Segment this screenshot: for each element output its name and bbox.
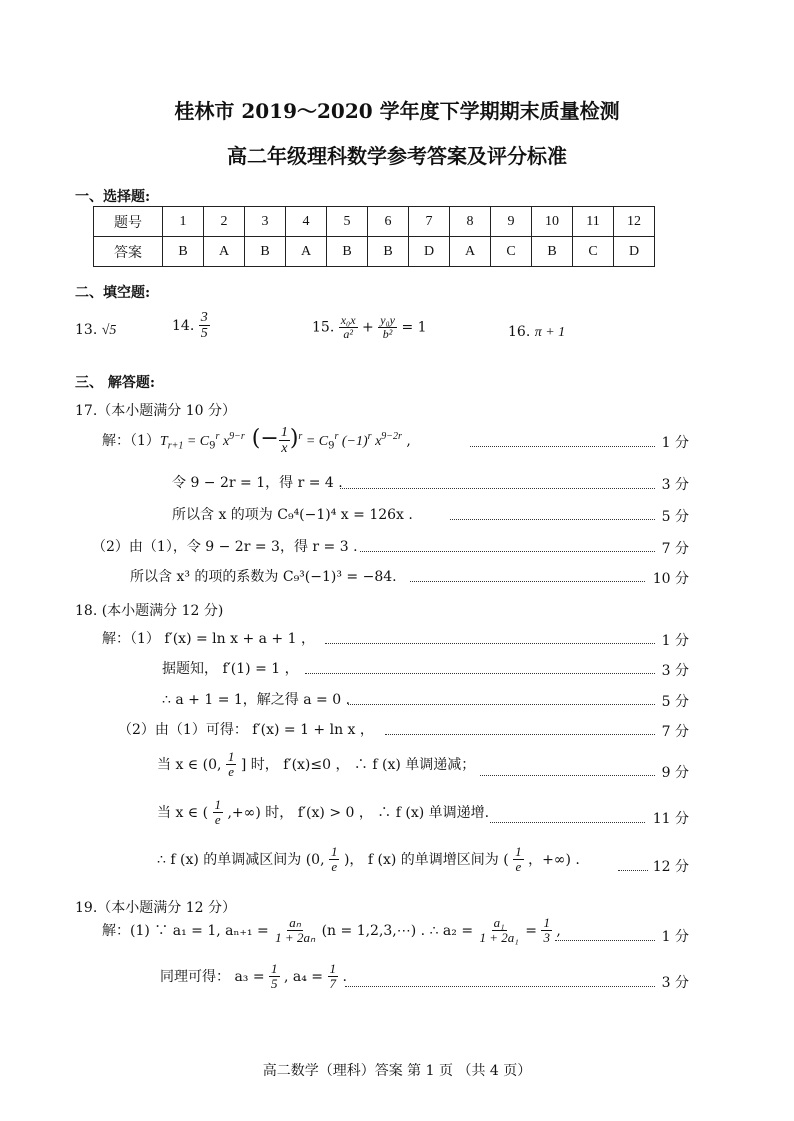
cell-number: 11 [573, 207, 614, 237]
q17-line2: 令 9 − 2r = 1，得 r = 4 . [172, 475, 343, 491]
cell-number: 5 [327, 207, 368, 237]
denominator: 7 [329, 976, 336, 992]
table-row-answers [94, 237, 655, 267]
denominator: x [281, 441, 288, 457]
math-text: , [401, 432, 411, 449]
math-text: = C [183, 433, 210, 449]
leader-dots [410, 581, 645, 582]
q16-answer [508, 324, 565, 341]
recurrence-fraction [273, 916, 317, 946]
choice-answer-table [93, 206, 655, 267]
denominator: 5 [200, 326, 208, 342]
denominator: e [214, 812, 221, 828]
numerator: 1 [515, 844, 522, 859]
q19-header: 19.（本小题满分 12 分） [75, 900, 236, 916]
cell-number: 4 [286, 207, 327, 237]
cell-number: 3 [245, 207, 286, 237]
q14-fraction [199, 310, 210, 342]
numerator: y₀y [380, 313, 396, 327]
score: 3 分 [661, 663, 689, 679]
math-sup: 9−2r [381, 431, 402, 443]
subtitle: 高二年级理科数学参考答案及评分标准 [227, 144, 567, 168]
denominator: e [515, 859, 522, 875]
q17-header: 17.（本小题满分 10 分） [75, 403, 236, 419]
numerator: x₀x [340, 313, 356, 327]
q18-line2: 据题知， f′(1) = 1 ， [162, 661, 299, 677]
cell-number: 7 [409, 207, 450, 237]
cell-number: 10 [532, 207, 573, 237]
cell-number: 2 [204, 207, 245, 237]
q13-answer [75, 322, 116, 339]
math-text: x [219, 433, 230, 449]
cell-number: 1 [163, 207, 204, 237]
q15-label: 15. [312, 319, 335, 336]
q17-line5: 所以含 x³ 的项的系数为 C₉³(−1)³ = −84. [130, 569, 397, 585]
q16-value: π + 1 [534, 325, 566, 340]
fraction-one-over-e [213, 798, 224, 828]
q15-equals: = 1 [401, 319, 427, 336]
q18-line6 [157, 798, 489, 828]
math-sub: r+1 [167, 440, 184, 452]
leader-dots [345, 986, 655, 987]
cell-answer: C [573, 237, 614, 267]
q14-label: 14. [172, 317, 195, 334]
score: 5 分 [661, 509, 689, 525]
cell-answer: B [532, 237, 573, 267]
math-sub: 9 [209, 440, 216, 452]
fraction-one-over-e [226, 750, 237, 780]
q17-step-label: 解：（1） [102, 432, 160, 449]
numerator: 1 [227, 749, 235, 764]
a4-fraction [328, 962, 339, 992]
math-text: ∴ f (x) 的单调减区间为 (0, [157, 851, 325, 868]
a3-fraction [269, 962, 280, 992]
leader-dots [470, 446, 655, 447]
q17-line1 [102, 425, 411, 457]
denominator: a² [343, 327, 353, 342]
cell-answer: C [491, 237, 532, 267]
math-text: ，+∞) . [528, 851, 580, 868]
row-label-answer: 答案 [94, 237, 163, 267]
math-text: )， f (x) 的单调增区间为 ( [343, 851, 509, 868]
math-text: 当 x ∈ ( [157, 804, 209, 821]
row-label-number: 题号 [94, 207, 163, 237]
cell-answer: B [327, 237, 368, 267]
numerator: a₁ [493, 915, 505, 930]
cell-number: 8 [450, 207, 491, 237]
math-text: (−1) [338, 433, 368, 449]
cell-answer: B [368, 237, 409, 267]
math-text: , [556, 922, 561, 939]
cell-number: 6 [368, 207, 409, 237]
cell-number: 12 [614, 207, 655, 237]
score: 9 分 [661, 765, 689, 781]
numerator: 1 [271, 961, 278, 976]
math-text: x [371, 433, 382, 449]
math-sup: r [334, 431, 339, 443]
cell-number: 9 [491, 207, 532, 237]
score: 3 分 [661, 477, 689, 493]
score: 11 分 [652, 811, 689, 827]
q13-value: √5 [101, 323, 117, 338]
section-solve-heading: 三、 解答题: [75, 375, 156, 391]
main-title: 桂林市 2019～2020 学年度下学期期末质量检测 [174, 99, 620, 123]
leader-dots [490, 822, 645, 823]
leader-dots [340, 488, 655, 489]
numerator: 1 [330, 844, 338, 859]
q17-line4: （2）由（1），令 9 − 2r = 3，得 r = 3 . [92, 539, 358, 555]
math-text: 解：(1) ∵ a₁ = 1, aₙ₊₁ = [102, 922, 269, 939]
leader-dots [555, 940, 655, 941]
q18-line5 [157, 750, 475, 780]
cell-answer: A [204, 237, 245, 267]
math-sup: r [367, 431, 372, 443]
math-text: 当 x ∈ (0, [157, 756, 222, 773]
leader-dots [385, 734, 655, 735]
score: 5 分 [661, 694, 689, 710]
score: 1 分 [661, 633, 689, 649]
math-text: (n = 1,2,3,⋯) . ∴ a₂ = [321, 922, 474, 939]
q18-line3: ∴ a + 1 = 1，解之得 a = 0 . [162, 692, 351, 708]
q19-line1 [102, 916, 561, 946]
cell-answer: B [245, 237, 286, 267]
cell-answer: A [286, 237, 327, 267]
numerator: 3 [200, 310, 208, 325]
q18-line1: 解：（1） f′(x) = ln x + a + 1 ， [102, 631, 315, 647]
score: 10 分 [652, 571, 689, 587]
q18-header: 18. (本小题满分 12 分) [75, 603, 224, 619]
math-text: . [342, 968, 347, 985]
math-sup: 9−r [229, 431, 245, 443]
leader-dots [348, 704, 655, 705]
numerator: 1 [214, 797, 222, 812]
score: 7 分 [661, 724, 689, 740]
math-paren: (− [244, 425, 279, 451]
math-text: , a₄ = [284, 968, 324, 985]
math-text: = [525, 922, 538, 939]
score: 1 分 [661, 929, 689, 945]
a2-value-fraction [541, 916, 552, 946]
q15-term2 [378, 314, 397, 341]
leader-dots [325, 643, 655, 644]
q14-answer [172, 310, 210, 342]
numerator: 1 [280, 425, 288, 440]
numerator: 1 [329, 961, 336, 976]
q13-label: 13. [75, 322, 98, 338]
leader-dots [305, 673, 655, 674]
q18-line4: （2）由（1）可得： f′(x) = 1 + ln x ， [118, 722, 374, 738]
table-row-numbers [94, 207, 655, 237]
math-sup: r [215, 431, 220, 443]
leader-dots [360, 551, 655, 552]
denominator: 3 [543, 930, 550, 946]
score: 3 分 [661, 975, 689, 991]
math-text: T [159, 433, 168, 449]
q16-label: 16. [508, 324, 531, 340]
q17-line3: 所以含 x 的项为 C₉⁴(−1)⁴ x = 126x . [172, 507, 413, 523]
leader-dots [480, 775, 655, 776]
section-choice-heading: 一、选择题: [75, 189, 151, 205]
page-footer: 高二数学（理科）答案 第 1 页 （共 4 页） [262, 1063, 532, 1079]
q17-fraction [279, 425, 290, 457]
denominator: 1 + 2aₙ [275, 930, 316, 946]
denominator: 1 + 2a₁ [479, 930, 519, 946]
q18-line7 [157, 845, 580, 875]
fraction-one-over-e [329, 845, 340, 875]
math-text: = C [302, 433, 329, 449]
math-paren: ) [289, 425, 299, 451]
score: 12 分 [652, 859, 689, 875]
cell-answer: D [614, 237, 655, 267]
q19-line2 [160, 962, 347, 992]
cell-answer: D [409, 237, 450, 267]
cell-answer: B [163, 237, 204, 267]
section-fill-heading: 二、填空题: [75, 285, 151, 301]
q15-term1 [339, 314, 358, 341]
a2-fraction [478, 916, 521, 946]
fraction-one-over-e [513, 845, 524, 875]
numerator: aₙ [289, 915, 301, 930]
numerator: 1 [543, 915, 550, 930]
q15-answer [312, 314, 427, 341]
math-sub: 9 [328, 440, 335, 452]
denominator: e [331, 859, 338, 875]
denominator: b² [382, 327, 393, 342]
cell-answer: A [450, 237, 491, 267]
score: 7 分 [661, 541, 689, 557]
leader-dots [618, 870, 648, 871]
math-sup: r [298, 431, 303, 443]
leader-dots [450, 519, 655, 520]
denominator: e [228, 764, 235, 780]
denominator: 5 [271, 976, 278, 992]
math-text: ] 时， f′(x)≤0 ， ∴ f (x) 单调递减； [240, 756, 476, 773]
q15-plus: + [362, 319, 374, 336]
math-text: ,+∞) 时， f′(x) > 0 ， ∴ f (x) 单调递增. [227, 804, 490, 821]
score: 1 分 [661, 435, 689, 451]
math-text: 同理可得： a₃ = [160, 968, 265, 985]
